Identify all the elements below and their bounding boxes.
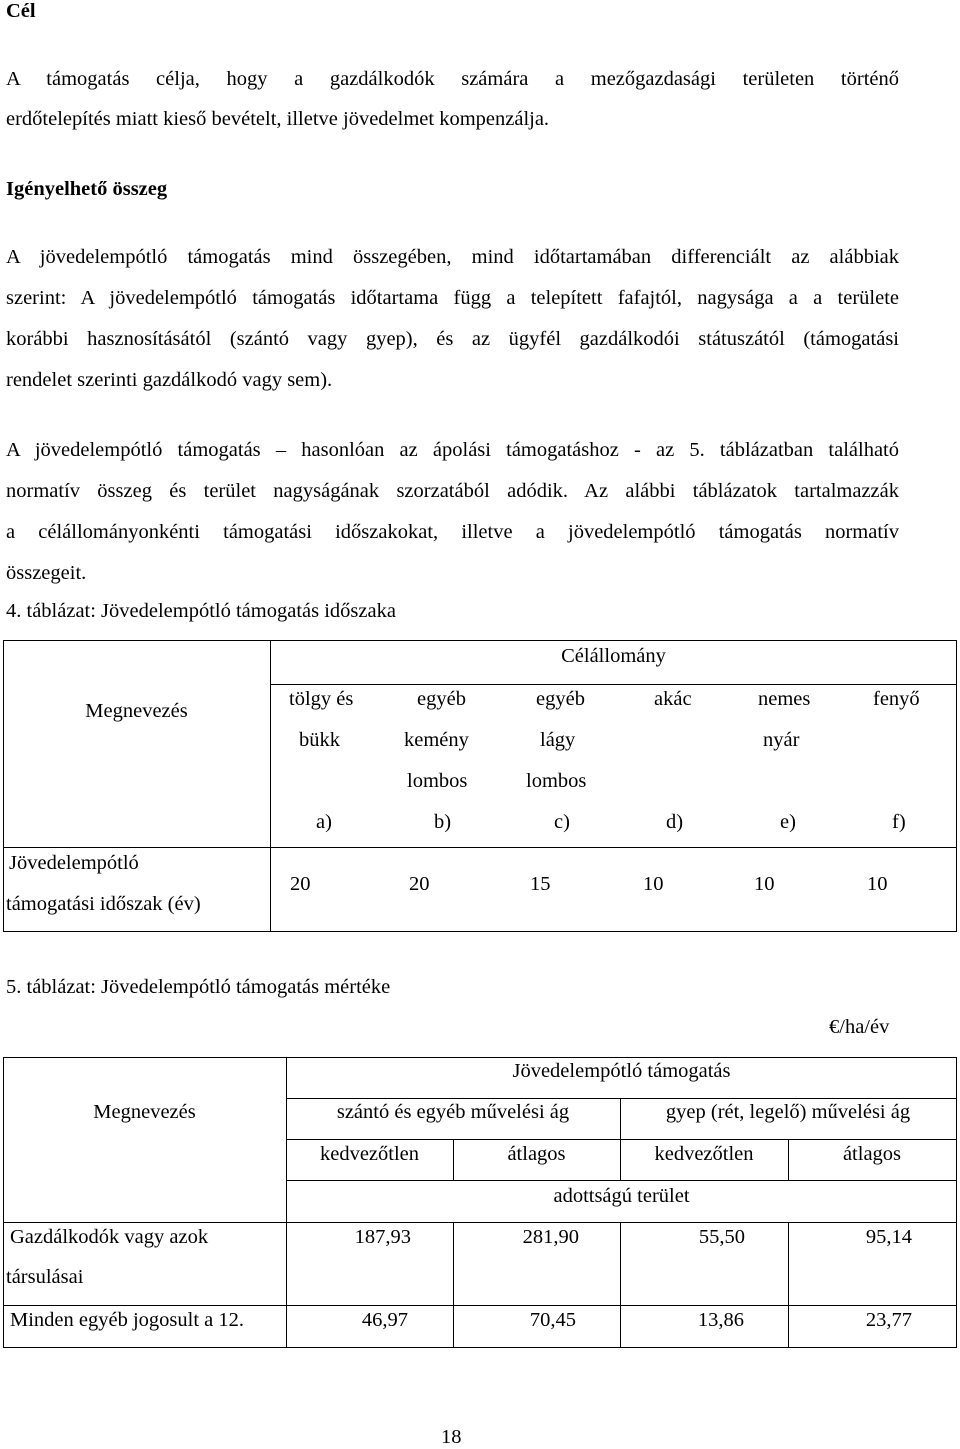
table-cell: 187,93 bbox=[354, 1226, 411, 1248]
table-rule bbox=[3, 1057, 957, 1058]
column-header-line: nemes bbox=[758, 688, 811, 710]
paragraph-line: rendelet szerinti gazdálkodó vagy sem). bbox=[6, 369, 333, 391]
table-rule bbox=[3, 1222, 957, 1223]
column-header-line: tölgy és bbox=[289, 688, 354, 710]
column-header-line: fenyő bbox=[873, 688, 920, 710]
paragraph-line: szerint: A jövedelempótló támogatás időtartama függ a telepített fafajtól, nagysága a a területe bbox=[6, 287, 899, 309]
table-cell: 23,77 bbox=[865, 1309, 912, 1331]
paragraph-line: a célállományonkénti támogatási időszakokat, illetve a jövedelempótló támogatás normatív bbox=[6, 521, 899, 543]
paragraph-line: korábbi hasznosításától (szántó vagy gyep), és az ügyfél gazdálkodói státuszától (támogatási bbox=[6, 328, 899, 350]
table4-row-header: Megnevezés bbox=[85, 700, 188, 722]
row-label-line: támogatási időszak (év) bbox=[6, 893, 201, 915]
column-header-line: egyéb bbox=[536, 688, 585, 710]
table-rule bbox=[270, 640, 271, 931]
table-rule bbox=[3, 1305, 957, 1306]
table-cell: 10 bbox=[643, 873, 664, 895]
table-rule bbox=[3, 640, 957, 641]
row-label-line: Gazdálkodók vagy azok bbox=[10, 1226, 209, 1248]
table-cell: 10 bbox=[754, 873, 775, 895]
table5-col-header: átlagos bbox=[842, 1143, 902, 1165]
paragraph-line: erdőtelepítés miatt kieső bevételt, illetve jövedelmet kompenzálja. bbox=[6, 108, 550, 130]
table5-col-header: kedvezőtlen bbox=[319, 1143, 420, 1165]
section-title-goal: Cél bbox=[6, 0, 36, 22]
column-header-line: akác bbox=[654, 688, 692, 710]
table-cell: 20 bbox=[290, 873, 311, 895]
table5-row-header: Megnevezés bbox=[93, 1101, 196, 1123]
table-cell: 20 bbox=[409, 873, 430, 895]
column-header-line: bükk bbox=[299, 729, 340, 751]
column-code: f) bbox=[892, 811, 906, 833]
column-code: b) bbox=[434, 811, 452, 833]
table5-col-header: átlagos bbox=[507, 1143, 566, 1165]
table-rule bbox=[3, 1347, 957, 1348]
paragraph-line: A támogatás célja, hogy a gazdálkodók számára a mezőgazdasági területen történő bbox=[6, 68, 899, 90]
column-code: e) bbox=[780, 811, 796, 833]
table5-unit: €/ha/év bbox=[829, 1016, 890, 1038]
column-code: c) bbox=[554, 811, 570, 833]
section-title-amount: Igényelhető összeg bbox=[6, 178, 168, 200]
paragraph-line: A jövedelempótló támogatás – hasonlóan az ápolási támogatáshoz - az 5. táblázatban található bbox=[6, 439, 899, 461]
column-header-line: lágy bbox=[540, 729, 576, 751]
paragraph-line: A jövedelempótló támogatás mind összegében, mind időtartamában differenciált az alábbiak bbox=[6, 246, 899, 268]
table-cell: 46,97 bbox=[361, 1309, 408, 1331]
table4-caption: 4. táblázat: Jövedelempótló támogatás időszaka bbox=[6, 600, 396, 622]
table5-col-header: kedvezőtlen bbox=[654, 1143, 754, 1165]
column-code: a) bbox=[316, 811, 332, 833]
page-number: 18 bbox=[441, 1426, 462, 1448]
column-header-line: kemény bbox=[404, 729, 469, 751]
row-label-line: társulásai bbox=[6, 1266, 84, 1288]
row-label-line: Jövedelempótló bbox=[9, 852, 139, 874]
table4-group-header: Célállomány bbox=[561, 645, 666, 667]
paragraph-line: összegeit. bbox=[6, 562, 87, 584]
table5-group-header: Jövedelempótló támogatás bbox=[512, 1060, 731, 1082]
table5-caption: 5. táblázat: Jövedelempótló támogatás mértéke bbox=[6, 976, 391, 998]
table-cell: 55,50 bbox=[698, 1226, 745, 1248]
table-rule bbox=[286, 1180, 957, 1181]
table-cell: 70,45 bbox=[529, 1309, 576, 1331]
table-cell: 281,90 bbox=[522, 1226, 579, 1248]
column-header-line: egyéb bbox=[417, 688, 466, 710]
table5-sub-header: gyep (rét, legelő) művelési ág bbox=[665, 1101, 911, 1123]
column-header-line: nyár bbox=[763, 729, 800, 751]
column-header-line: lombos bbox=[526, 770, 587, 792]
table-rule bbox=[956, 640, 957, 931]
table-rule bbox=[3, 847, 957, 848]
table-rule bbox=[3, 640, 4, 931]
row-label-line: Minden egyéb jogosult a 12. bbox=[10, 1309, 245, 1331]
table-rule bbox=[3, 931, 957, 932]
table5-sub-header: szántó és egyéb művelési ág bbox=[336, 1101, 570, 1123]
table-rule bbox=[270, 684, 957, 685]
column-code: d) bbox=[666, 811, 684, 833]
table-cell: 10 bbox=[867, 873, 888, 895]
table-cell: 95,14 bbox=[865, 1226, 912, 1248]
table-cell: 13,86 bbox=[697, 1309, 744, 1331]
paragraph-line: normatív összeg és terület nagyságának szorzatából adódik. Az alábbi táblázatok tartalmazzák bbox=[6, 480, 899, 502]
table-rule bbox=[286, 1098, 957, 1099]
table5-footer-header: adottságú terület bbox=[553, 1185, 690, 1207]
column-header-line: lombos bbox=[407, 770, 468, 792]
table-rule bbox=[286, 1139, 957, 1140]
table-cell: 15 bbox=[530, 873, 551, 895]
